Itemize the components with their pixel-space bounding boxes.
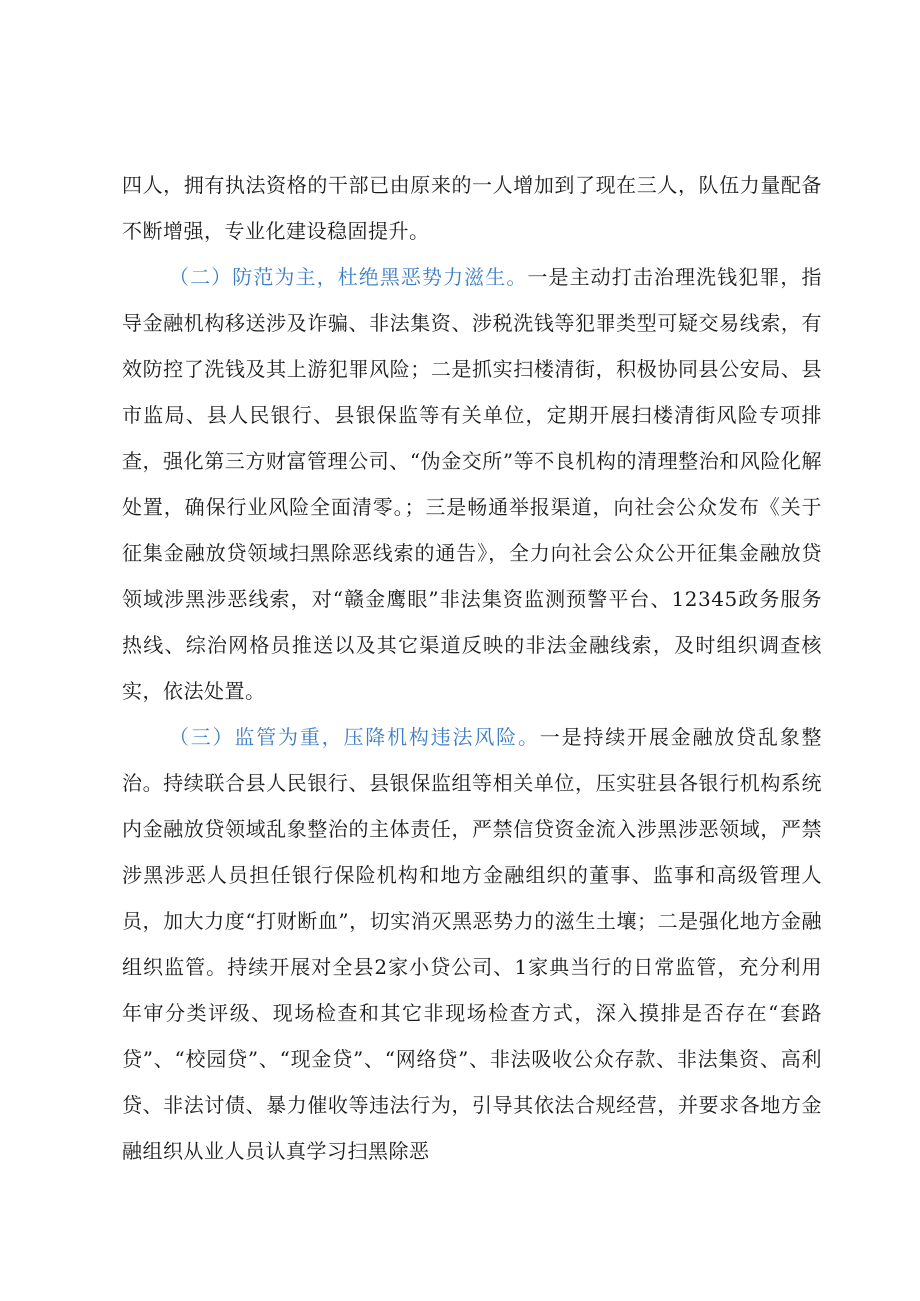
section-heading-supervision: （三）监管为重，压降机构违法风险。: [169, 725, 540, 749]
paragraph-prevention: [122, 254, 822, 714]
paragraph-text: 四人，拥有执法资格的干部已由原来的一人增加到了现在三人，队伍力量配备不断增强，专业化建设稳固提升。: [122, 173, 822, 243]
paragraph-team-strength: [122, 162, 822, 254]
paragraph-text: 一是主动打击治理洗钱犯罪，指导金融机构移送涉及诈骗、非法集资、涉税洗钱等犯罪类型可疑交易线索，有效防控了洗钱及其上游犯罪风险；二是抓实扫楼清街，积极协同县公安局、县市监局、县人民银行、县银保监等有关单位，定期开展扫楼清街风险专项排查，强化第三方财富管理公司、“伪金交所”等不良机构的清理整治和风险化解处置，确保行业风险全面清零。；三是畅通举报渠道，向社会公众发布《关于征集金融放贷领域扫黑除恶线索的通告》，全力向社会公众公开征集金融放贷领域涉黑涉恶线索，对“赣金鹰眼”非法集资监测预警平台、12345政务服务热线、综治网格员推送以及其它渠道反映的非法金融线索，及时组织调查核实，依法处置。: [122, 265, 823, 703]
section-heading-prevention: （二）防范为主，杜绝黑恶势力滋生。: [169, 265, 528, 289]
document-body: [122, 162, 822, 1174]
paragraph-text: 一是持续开展金融放贷乱象整治。持续联合县人民银行、县银保监组等相关单位，压实驻县各银行机构系统内金融放贷领域乱象整治的主体责任，严禁信贷资金流入涉黑涉恶领域，严禁涉黑涉恶人员担任银行保险机构和地方金融组织的董事、监事和高级管理人员，加大力度“打财断血”，切实消灭黑恶势力的滋生土壤；二是强化地方金融组织监管。持续开展对全县2家小贷公司、1家典当行的日常监管，充分利用年审分类评级、现场检查和其它非现场检查方式，深入摸排是否存在“套路贷”、“校园贷”、“现金贷”、“网络贷”、非法吸收公众存款、非法集资、高利贷、非法讨债、暴力催收等违法行为，引导其依法合规经营，并要求各地方金融组织从业人员认真学习扫黑除恶: [122, 725, 823, 1163]
paragraph-supervision: [122, 714, 822, 1174]
